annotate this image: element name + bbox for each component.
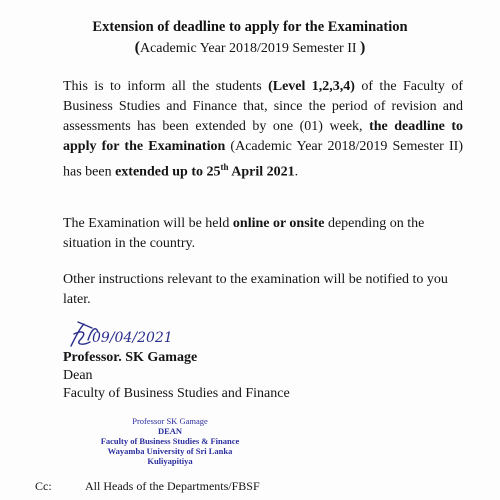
cc-recipients: All Heads of the Departments/FBSF: [85, 479, 260, 493]
official-stamp: [0, 416, 340, 466]
signatory-name: Professor. SK Gamage: [63, 350, 198, 365]
text-run: extended up to 25: [115, 164, 221, 180]
cc-line: [35, 478, 260, 494]
text-run: (Level 1,2,3,4): [268, 79, 355, 94]
stamp-line-location: Kuliyapitiya: [147, 456, 193, 466]
handwritten-date: 09/04/2021: [92, 330, 173, 346]
paragraph-deadline-extension: [63, 77, 463, 183]
handwritten-signature: [68, 318, 218, 352]
text-run: This is to inform all the students: [63, 79, 269, 94]
stamp-line-faculty: Faculty of Business Studies & Finance: [100, 436, 240, 446]
signatory-faculty: Faculty of Business Studies and Finance: [63, 386, 290, 401]
stamp-line-university: Wayamba University of Sri Lanka: [107, 446, 233, 456]
text-run: online or onsite: [232, 216, 325, 231]
text-run: of the Faculty of Business Studies and Finance that, since the period of revision and assessments has been extended by one (01) week,: [63, 79, 463, 134]
paragraph-exam-mode: [63, 214, 453, 254]
signatory-block: [63, 349, 290, 403]
stamp-line-dean: DEAN: [157, 426, 183, 436]
text-run: April 2021: [228, 164, 295, 180]
subtitle-text: Academic Year 2018/2019 Semester II: [139, 41, 357, 56]
subtitle-open-paren: (: [134, 39, 140, 56]
text-run: th: [220, 162, 229, 172]
cc-label: Cc:: [35, 479, 52, 493]
signatory-title: Dean: [63, 368, 93, 383]
text-run: the deadline to apply for the Examination: [63, 119, 464, 154]
text-run: depending on the situation in the country.: [63, 216, 425, 251]
text-run: .: [294, 164, 299, 180]
text-run: Other instructions relevant to the examination will be notified to you later.: [63, 272, 448, 307]
notice-subtitle: [0, 38, 500, 59]
text-run: (Academic Year 2018/2019 Semester II) has been: [63, 139, 463, 180]
stamp-line-name: Professor SK Gamage: [132, 416, 208, 426]
paragraph-further-instructions: [63, 270, 463, 310]
text-run: The Examination will be held: [63, 216, 233, 231]
subtitle-close-paren: ): [360, 39, 366, 56]
notice-title: Extension of deadline to apply for the Examination: [92, 19, 408, 35]
